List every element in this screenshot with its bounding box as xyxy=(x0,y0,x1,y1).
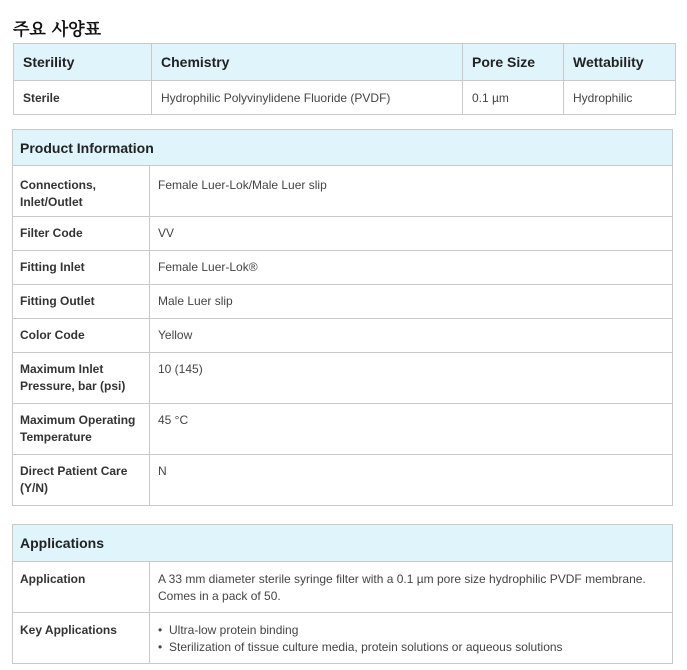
spec-summary-table xyxy=(13,43,676,115)
row-value: 10 (145) xyxy=(150,353,673,404)
key-application-text: Sterilization of tissue culture media, protein solutions or aqueous solutions xyxy=(169,640,563,654)
table-row xyxy=(13,217,673,251)
table-row xyxy=(13,319,673,353)
spec-pore-size-value: 0.1 µm xyxy=(463,81,564,115)
row-value: Female Luer-Lok/Male Luer slip xyxy=(150,166,673,217)
row-label: Maximum Operating Temperature xyxy=(13,404,150,455)
spec-header-sterility: Sterility xyxy=(14,44,152,81)
key-applications-list xyxy=(150,613,673,664)
table-row xyxy=(13,455,673,506)
spec-header-chemistry: Chemistry xyxy=(152,44,463,81)
table-row xyxy=(13,251,673,285)
table-row xyxy=(13,285,673,319)
table-row xyxy=(13,166,673,217)
key-applications-label: Key Applications xyxy=(13,613,150,664)
applications-table xyxy=(12,524,673,664)
key-application-text: Ultra-low protein binding xyxy=(169,623,299,637)
application-description: A 33 mm diameter sterile syringe filter with a 0.1 µm pore size hydrophilic PVDF membrane. Comes in a pack of 50. xyxy=(150,562,673,613)
spec-header-row xyxy=(14,44,676,81)
spec-value-row xyxy=(14,81,676,115)
row-value: VV xyxy=(150,217,673,251)
row-label: Direct Patient Care (Y/N) xyxy=(13,455,150,506)
applications-heading: Applications xyxy=(13,525,673,562)
row-label: Connections, Inlet/Outlet xyxy=(13,166,150,217)
product-information-table xyxy=(12,129,673,506)
table-row xyxy=(13,562,673,613)
product-information-heading: Product Information xyxy=(13,130,673,166)
row-value: Female Luer-Lok® xyxy=(150,251,673,285)
row-value: N xyxy=(150,455,673,506)
spec-wettability-value: Hydrophilic xyxy=(564,81,676,115)
table-row xyxy=(13,613,673,664)
row-label: Fitting Outlet xyxy=(13,285,150,319)
row-value: 45 °C xyxy=(150,404,673,455)
spec-header-wettability: Wettability xyxy=(564,44,676,81)
row-label: Color Code xyxy=(13,319,150,353)
row-label: Fitting Inlet xyxy=(13,251,150,285)
table-row xyxy=(13,404,673,455)
row-label: Filter Code xyxy=(13,217,150,251)
bullet-icon: • xyxy=(158,623,163,637)
list-item xyxy=(158,622,666,639)
bullet-icon: • xyxy=(158,640,163,654)
application-label: Application xyxy=(13,562,150,613)
table-row xyxy=(13,353,673,404)
spec-header-pore-size: Pore Size xyxy=(463,44,564,81)
list-item xyxy=(158,639,666,656)
spec-chemistry-value: Hydrophilic Polyvinylidene Fluoride (PVDF) xyxy=(152,81,463,115)
row-value: Male Luer slip xyxy=(150,285,673,319)
spec-sterility-value: Sterile xyxy=(14,81,152,115)
row-value: Yellow xyxy=(150,319,673,353)
page-title: 주요 사양표 xyxy=(13,20,102,40)
row-label: Maximum Inlet Pressure, bar (psi) xyxy=(13,353,150,404)
